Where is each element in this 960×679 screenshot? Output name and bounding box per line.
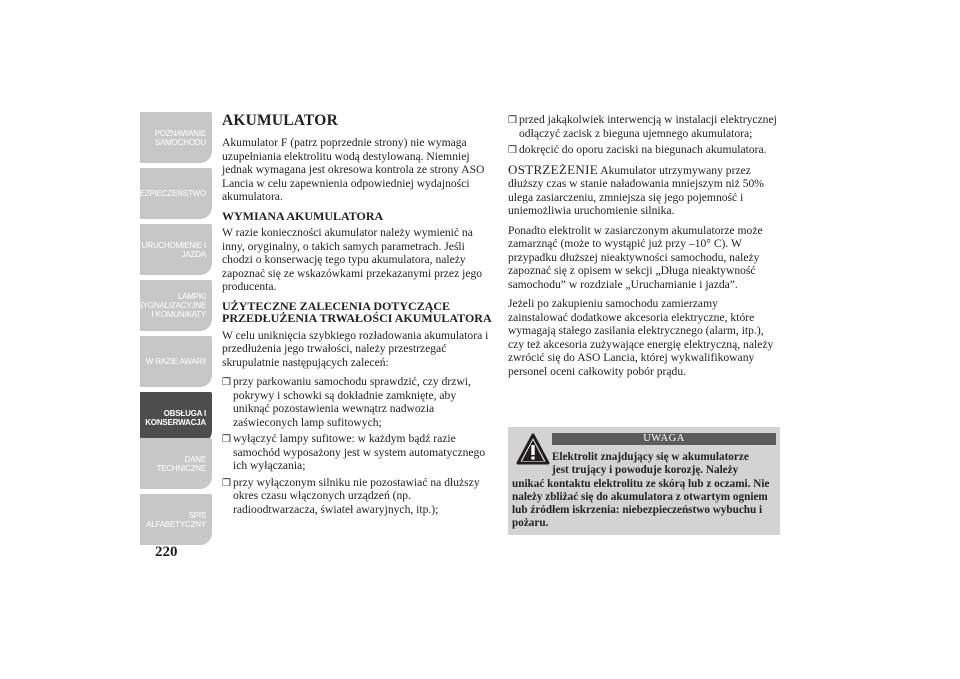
tab-w-razie-awarii[interactable]: W RAZIE AWARII xyxy=(140,336,212,387)
checkbox-bullet-icon: ❒ xyxy=(222,434,231,445)
replace-paragraph: W razie konieczności akumulator należy wymienić na inny, oryginalny, o takich samych parametrach. Jeśli chodzi o konserwację tego typu akumulatora, należy zapoznać się ze wskazówkami przekazanymi przez jego producenta. xyxy=(222,226,483,293)
checkbox-bullet-icon: ❒ xyxy=(222,377,231,388)
caution-heading: UWAGA xyxy=(552,433,776,445)
caution-text: Elektrolit znajdujący się w akumulatorze jest trujący i powoduje korozję. Należy unikać kontaktu elektrolitu ze skórą lub z oczami. Nie należy zbliżać się do akumulatora z otwartym ogniem lub źródłem iskrzenia: niebezpieczeństwo wybuchu i pożaru. xyxy=(512,451,770,530)
page-number: 220 xyxy=(155,544,178,560)
tab-dane-techniczne[interactable]: DANE TECHNICZNE xyxy=(140,438,212,489)
tab-lampki[interactable]: LAMPKI SYGNALIZACYJNE I KOMUNIKATY xyxy=(140,280,212,331)
list-item: ❒ dokręcić do oporu zaciski na biegunach akumulatora. xyxy=(508,143,767,156)
list-item: ❒ przed jakąkolwiek interwencją w instalacji elektrycznej odłączyć zacisk z bieguna ujemnego akumulatora; xyxy=(508,113,777,140)
section-title: AKUMULATOR xyxy=(222,112,338,129)
caution-box xyxy=(508,427,780,535)
warning-paragraph xyxy=(508,163,780,218)
tab-bezpieczenstwo[interactable]: BEZPIECZEŃSTWO xyxy=(140,168,212,219)
list-item: ❒ przy wyłączonym silniku nie pozostawiać na dłuższy okres czasu włączonych urządzeń (np. radioodtwarzacza, świateł awaryjnych, itp.); xyxy=(222,475,480,516)
intro-paragraph: Akumulator F (patrz poprzednie strony) nie wymaga uzupełniania elektrolitu wodą destylowaną. Niemniej jednak wymagana jest okresowa kontrola ze strony ASO Lancia w celu zapewnienia odpowiedniej wydajności akumulatora. xyxy=(222,136,485,203)
tab-poznawanie[interactable]: POZNAWANIE SAMOCHODU xyxy=(140,112,212,163)
left-column xyxy=(222,112,492,519)
tab-uruchomienie[interactable]: URUCHOMIENIE I JAZDA xyxy=(140,224,212,275)
accessories-paragraph: Jeżeli po zakupieniu samochodu zamierzamy zainstalować dodatkowe akcesoria elektryczne, które wymagają stałego zasilania elektrycznego (alarm, itp.), czy też akcesoria zużywające energię elektryczną, należy zwrócić się do ASO Lancia, której wykwalifikowany personel oceni całkowity pobór prądu. xyxy=(508,297,774,378)
tab-obsluga-active[interactable]: OBSŁUGA I KONSERWACJA xyxy=(140,392,212,443)
checkbox-bullet-icon: ❒ xyxy=(508,115,517,126)
warning-label: OSTRZEŻENIE xyxy=(508,161,598,177)
checkbox-bullet-icon: ❒ xyxy=(222,477,231,489)
right-column xyxy=(508,113,780,384)
list-item: ❒ wyłączyć lampy sufitowe: w każdym bądź razie samochód wyposażony jest w system automatycznego ich wyłączania; xyxy=(222,432,486,472)
warning-text: Akumulator utrzymywany przez dłuższy czas w stanie naładowania mniejszym niż 50% ulega zasiarczeniu, zmniejsza się jego pojemność i uniemożliwia uruchomienie silnika. xyxy=(508,163,764,217)
tab-spis-alfabetyczny[interactable]: SPIS ALFABETYCZNY xyxy=(140,494,212,545)
checkbox-bullet-icon: ❒ xyxy=(508,145,517,156)
replace-heading: WYMIANA AKUMULATORA xyxy=(222,208,384,223)
tips-heading: UŻYTECZNE ZALECENIA DOTYCZĄCE PRZEDŁUŻENIA TRWAŁOŚCI AKUMULATORA xyxy=(222,298,492,325)
list-item: ❒ przy parkowaniu samochodu sprawdzić, czy drzwi, pokrywy i schowki są dokładnie zamknięte, aby uniknąć pozostawienia wewnątrz nadwozia zaświeconych lamp sufitowych; xyxy=(222,375,471,429)
frost-paragraph: Ponadto elektrolit w zasiarczonym akumulatorze może zamarznąć (może to wystąpić już przy –10° C). W przypadku dłuższej nieaktywności samochodu, należy zapoznać się z opisem w sekcji „Długa nieaktywność samochodu” w rozdziale „Uruchamianie i jazda”. xyxy=(508,223,763,291)
tips-paragraph: W celu uniknięcia szybkiego rozładowania akumulatora i przedłużenia jego trwałości, należy przestrzegać skrupulatnie następujących zaleceń: xyxy=(222,328,489,369)
